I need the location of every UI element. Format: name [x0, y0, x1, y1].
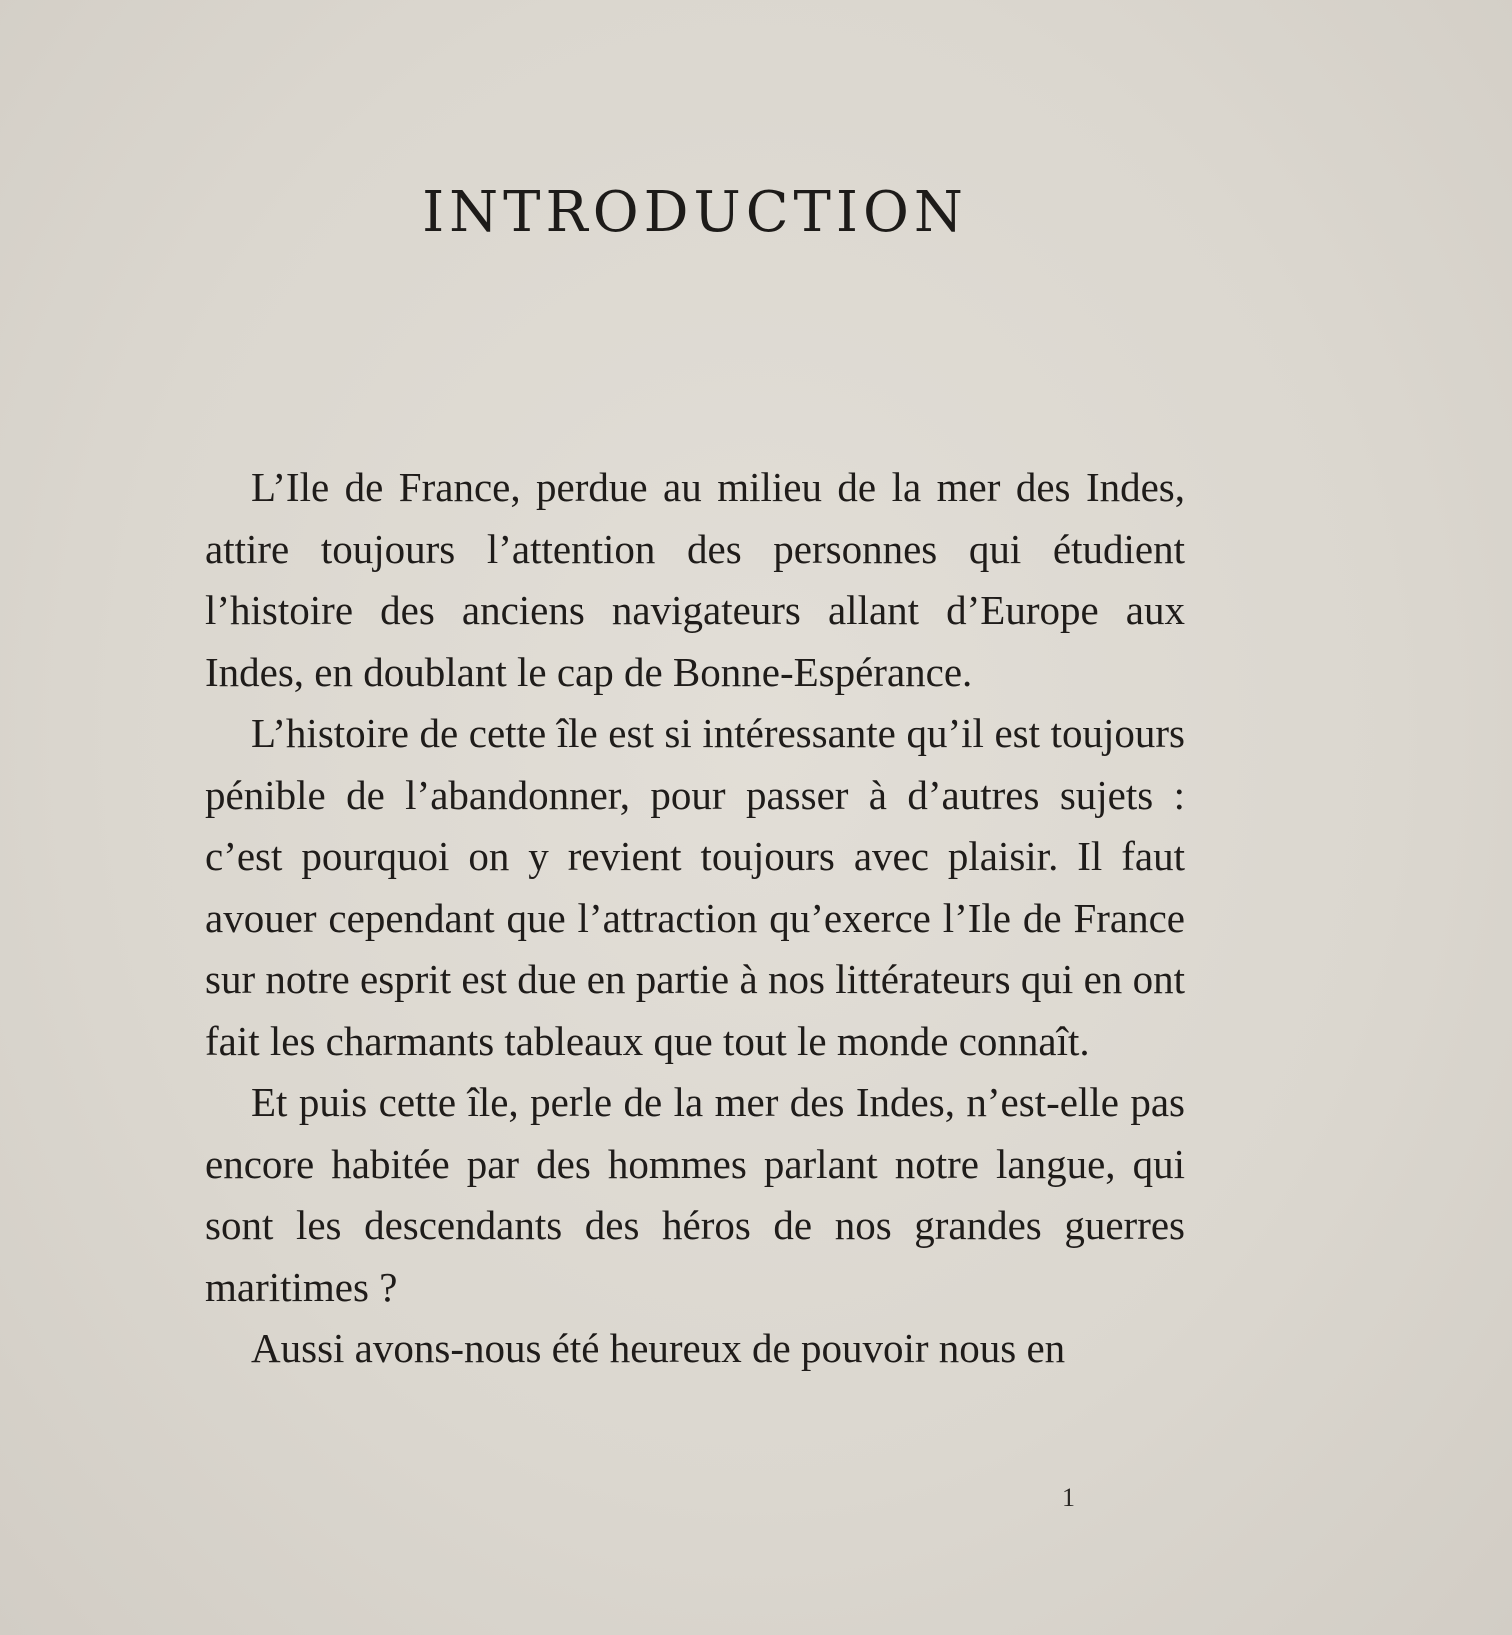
paragraph-3: Et puis cette île, perle de la mer des Indes, n’est-elle pas encore habitée par des hommes parlant notre langue, qui sont les descendants des héros de nos grandes guerres maritimes ? — [205, 1079, 1185, 1310]
chapter-title: INTRODUCTION — [422, 180, 968, 245]
body-text — [205, 457, 1185, 1380]
page-number: 1 — [1062, 1483, 1075, 1512]
paragraph-4: Aussi avons-nous été heureux de pouvoir nous en — [251, 1325, 1066, 1371]
paragraph-1: L’Ile de France, perdue au milieu de la mer des Indes, attire toujours l’attention des personnes qui étudient l’histoire des anciens navigateurs allant d’Europe aux Indes, en doublant le cap de Bonne-Espérance. — [205, 464, 1185, 695]
paragraph-2: L’histoire de cette île est si intéressante qu’il est toujours pénible de l’abandonner, pour passer à d’autres sujets : c’est pourquoi on y revient toujours avec plaisir. Il faut avouer cependant que l’attraction qu’exerce l’Ile de France sur notre esprit est due en partie à nos littérateurs qui en ont fait les charmants tableaux que tout le monde connaît. — [205, 710, 1185, 1064]
